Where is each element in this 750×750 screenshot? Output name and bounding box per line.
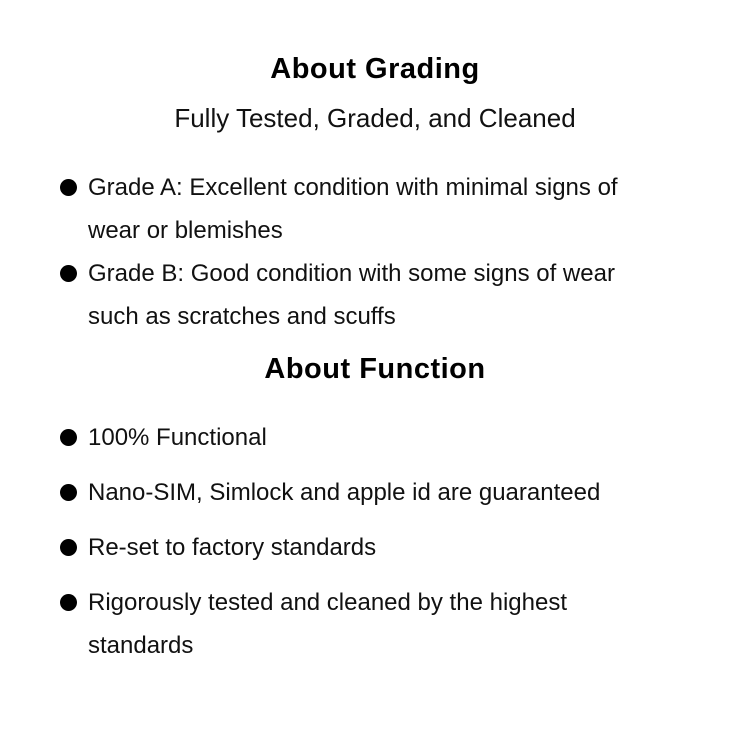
- list-item-text: 100% Functional: [88, 424, 267, 451]
- grading-section-title: About Grading: [270, 53, 480, 85]
- bullet-icon: [60, 484, 77, 501]
- list-item: [60, 526, 690, 569]
- bullet-icon: [60, 594, 77, 611]
- grading-subtitle: Fully Tested, Graded, and Cleaned: [174, 103, 576, 133]
- list-item: [60, 416, 690, 459]
- bullet-icon: [60, 265, 77, 282]
- list-item: [60, 166, 690, 252]
- list-item-text: Rigorously tested and cleaned by the highest standards: [88, 589, 567, 659]
- list-item-text: Grade A: Excellent condition with minimal signs of wear or blemishes: [88, 174, 618, 244]
- list-item: [60, 471, 690, 514]
- bullet-icon: [60, 429, 77, 446]
- list-item-text: Re-set to factory standards: [88, 534, 377, 561]
- bullet-icon: [60, 179, 77, 196]
- bullet-icon: [60, 539, 77, 556]
- grading-list: [60, 166, 690, 338]
- list-item: [60, 252, 690, 338]
- function-section-title: About Function: [264, 353, 486, 385]
- function-list: [60, 416, 690, 667]
- list-item-text: Nano-SIM, Simlock and apple id are guaranteed: [88, 479, 601, 506]
- list-item: [60, 581, 690, 667]
- list-item-text: Grade B: Good condition with some signs of wear such as scratches and scuffs: [88, 260, 615, 330]
